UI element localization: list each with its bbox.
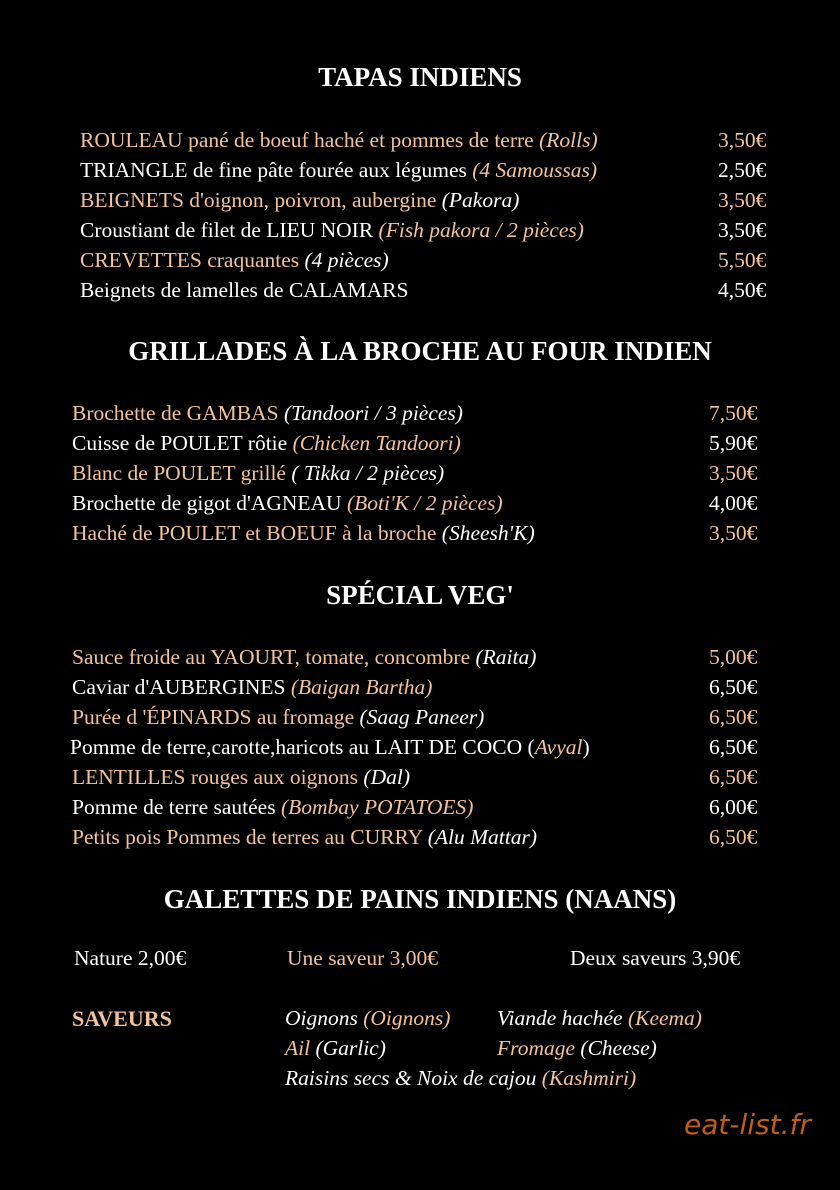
item-name: ROULEAU pané de boeuf haché et pommes de terre	[80, 128, 540, 152]
item-note: (Chicken Tandoori)	[292, 431, 461, 455]
item-name: LENTILLES rouges aux oignons	[72, 765, 364, 789]
item-note: (Rolls)	[539, 128, 598, 152]
naan-deux-saveurs-price: Deux saveurs 3,90€	[570, 946, 741, 970]
item-price: 2,50€	[718, 158, 767, 182]
saveur-note: (Garlic)	[315, 1036, 386, 1060]
item-note: (Boti'K / 2 pièces)	[346, 491, 503, 515]
naan-nature-price: Nature 2,00€	[74, 946, 187, 970]
saveur-keema	[497, 1006, 702, 1031]
item-name: Sauce froide au YAOURT, tomate, concombre	[72, 645, 476, 669]
saveur-name: Oignons	[285, 1006, 364, 1030]
item-name: Croustiant de filet de LIEU NOIR	[80, 218, 379, 242]
item-note: (Tandoori / 3 pièces)	[284, 401, 463, 425]
item-price: 7,50€	[709, 401, 758, 425]
saveur-name: Ail	[285, 1036, 316, 1060]
saveur-note: (Kashmiri)	[541, 1066, 637, 1090]
saveur-oignons	[285, 1006, 450, 1031]
saveur-note: (Keema)	[627, 1006, 702, 1030]
item-price: 6,50€	[709, 825, 758, 849]
item-note: (Dal)	[363, 765, 410, 789]
item-price: 4,00€	[709, 491, 758, 515]
item-price: 5,00€	[709, 645, 758, 669]
item-note-open: (	[527, 735, 535, 759]
item-note: (Baigan Bartha)	[290, 675, 433, 699]
item-note: Avyal	[534, 735, 583, 759]
item-name: TRIANGLE de fine pâte fourée aux légumes	[80, 158, 473, 182]
saveur-kashmiri	[285, 1066, 636, 1091]
item-price: 3,50€	[718, 128, 767, 152]
item-name: Petits pois Pommes de terres au CURRY	[72, 825, 428, 849]
item-name: Beignets de lamelles de CALAMARS	[80, 278, 409, 302]
item-note: ( Tikka / 2 pièces)	[291, 461, 445, 485]
saveur-note: (Oignons)	[363, 1006, 451, 1030]
item-name: Pomme de terre,carotte,haricots au LAIT DE COCO	[70, 735, 528, 759]
section-title-veg: SPÉCIAL VEG'	[326, 580, 514, 610]
section-title-naans: GALETTES DE PAINS INDIENS (NAANS)	[163, 884, 677, 914]
item-price: 6,50€	[709, 765, 758, 789]
item-price: 5,50€	[718, 248, 767, 272]
item-note-close: )	[582, 735, 590, 759]
item-price: 6,50€	[709, 735, 758, 759]
item-name: Caviar d'AUBERGINES	[72, 675, 291, 699]
saveur-cheese	[497, 1036, 657, 1061]
item-price: 6,50€	[709, 705, 758, 729]
item-name: CREVETTES craquantes	[80, 248, 305, 272]
section-title-grillades: GRILLADES À LA BROCHE AU FOUR INDIEN	[128, 336, 712, 366]
saveur-name: Fromage	[497, 1036, 581, 1060]
item-price: 4,50€	[718, 278, 767, 302]
item-name: Blanc de POULET grillé	[72, 461, 292, 485]
naan-une-saveur-price: Une saveur 3,00€	[287, 946, 439, 970]
item-name: Purée d 'ÉPINARDS au fromage	[72, 705, 360, 729]
saveur-note: (Cheese)	[580, 1036, 657, 1060]
item-name: Haché de POULET et BOEUF à la broche	[72, 521, 442, 545]
section-title-tapas: TAPAS INDIENS	[318, 62, 522, 92]
watermark-logo: eat-list.fr	[684, 1108, 811, 1141]
saveur-name: Viande hachée	[497, 1006, 628, 1030]
item-price: 6,00€	[709, 795, 758, 819]
item-note: (Bombay POTATOES)	[280, 795, 474, 819]
item-name: Cuisse de POULET rôtie	[72, 431, 293, 455]
item-name: Brochette de GAMBAS	[72, 401, 284, 425]
item-name: Pomme de terre sautées	[72, 795, 281, 819]
item-name: Brochette de gigot d'AGNEAU	[72, 491, 347, 515]
item-note: (Pakora)	[441, 188, 520, 212]
item-note: (Saag Paneer)	[359, 705, 485, 729]
item-note: (Fish pakora / 2 pièces)	[378, 218, 584, 242]
item-price: 5,90€	[709, 431, 758, 455]
saveur-name: Raisins secs & Noix de cajou	[285, 1066, 542, 1090]
item-price: 6,50€	[709, 675, 758, 699]
item-price: 3,50€	[709, 521, 758, 545]
item-note: (Sheesh'K)	[441, 521, 535, 545]
item-name: BEIGNETS d'oignon, poivron, aubergine	[80, 188, 442, 212]
item-price: 3,50€	[718, 188, 767, 212]
item-price: 3,50€	[709, 461, 758, 485]
item-note: (4 Samoussas)	[472, 158, 598, 182]
item-price: 3,50€	[718, 218, 767, 242]
item-note: (4 pièces)	[304, 248, 389, 272]
saveurs-label: SAVEURS	[72, 1006, 172, 1031]
item-note: (Raita)	[475, 645, 537, 669]
saveur-garlic	[285, 1036, 386, 1061]
item-note: (Alu Mattar)	[427, 825, 538, 849]
